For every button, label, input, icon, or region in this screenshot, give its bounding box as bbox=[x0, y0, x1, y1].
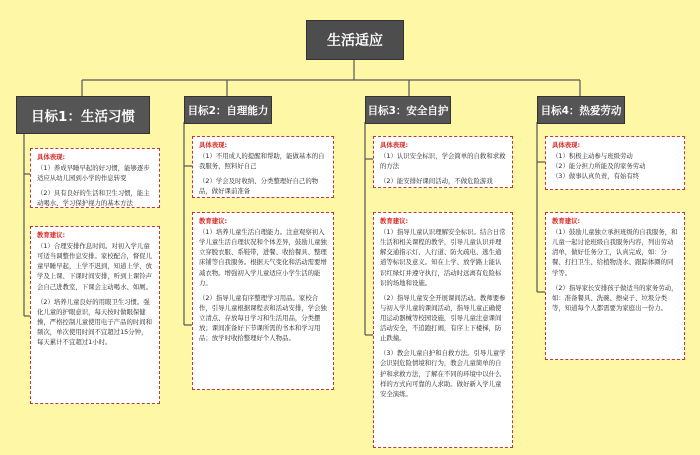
goal3-node: 目标3：安全自护 bbox=[365, 96, 451, 124]
goal2-advice-heading: 教育建议: bbox=[199, 217, 228, 225]
goal3-advice-box bbox=[373, 212, 513, 448]
goal3-advice-heading: 教育建议: bbox=[380, 217, 409, 225]
goal1-performance-box bbox=[30, 148, 160, 208]
goal1-performance-heading: 具体表现: bbox=[37, 153, 66, 161]
goal4-advice-box bbox=[545, 212, 685, 360]
goal1-advice-heading: 教育建议: bbox=[37, 231, 66, 239]
goal2-advice-item-1: （1）培养儿童生活自理能力。注意观察初入学儿童生活自理状况和个体差异，鼓励儿童独立穿脱衣服、系鞋带，进餐、收拾餐具、整理床铺等自我服务。根据天气变化和活动需要增减衣物。增强初入学儿童适应小学生活的能力。 bbox=[199, 228, 327, 287]
goal3-advice-item-2: （2）指导儿童安全开展课间活动。教师要参与初入学儿童的课间活动，指导儿童正确使用运动器械等校园设施，引导儿童注意课间活动安全，不追跑打闹，有序上下楼梯，防止跌撞。 bbox=[380, 293, 506, 343]
goal2-node: 目标2：自理能力 bbox=[184, 96, 272, 124]
goal3-performance-item-1: （1）认识安全标识，学会简单的自救和求救的方法 bbox=[380, 152, 506, 171]
goal4-performance-heading: 具体表现: bbox=[552, 141, 581, 149]
goal3-performance-item-2: （2）能安排好课间活动，不做危险游戏 bbox=[380, 177, 493, 186]
goal2-advice-box bbox=[192, 212, 334, 390]
goal4-node: 目标4：热爱劳动 bbox=[537, 96, 625, 124]
goal4-advice-item-2: （2）指导家长安排孩子做适当的家务劳动，如：准备餐具、洗碗、擦桌子、垃圾分类等，知道每个人都需要为家庭出一份力。 bbox=[552, 283, 678, 312]
goal1-advice-box bbox=[30, 226, 160, 404]
goal4-performance-box bbox=[545, 136, 685, 190]
goal2-advice-item-2: （2）指导儿童有序整理学习用品。家校合作，引导儿童根据课程表和活动安排，学会独立清点、存放每日学习和生活用品，分类摆放；课间准备好下节课所需的书本和学习用品；放学时收拾整理好个人物品。 bbox=[199, 293, 327, 343]
goal2-performance-item-2: （2）学会及时收纳、分类整理好自己的物品，做好课前准备 bbox=[199, 177, 319, 196]
goal4-performance-item-2: （2）能分担力所能及的家务劳动 bbox=[552, 162, 646, 171]
goal1-advice-item-1: （1）合理安排作息时间。对初入学儿童可适当调整作息安排。家校配合，督促儿童早睡早起，上学不迟到，知道上学、放学及上课、下课时间安排，听到上课铃声会自己进教室，下课会主动喝水、如厕。 bbox=[37, 242, 153, 291]
goal3-performance-box bbox=[373, 136, 513, 188]
root-node: 生活适应 bbox=[306, 20, 404, 60]
goal1-performance-item-1: （1）养成早睡早起的好习惯，能够逐步适应从幼儿园到小学的作息转变 bbox=[37, 164, 150, 183]
goal2-performance-item-1: （1）不用成人的提醒和帮助，能做基本的自我服务，照料好自己 bbox=[199, 152, 325, 171]
goal4-advice-item-1: （1）鼓励儿童独立承担班级的自我服务，和儿童一起讨论班级自我服务内容，列出劳动清单，做好任务分工，认真完成，如：分餐、打扫卫生、给植物浇水、跟踪体圈的同学等。 bbox=[552, 228, 678, 277]
goal2-performance-heading: 具体表现: bbox=[199, 141, 228, 149]
goal4-performance-item-3: （3）做事认真负责，有始有终 bbox=[552, 172, 640, 181]
goal2-performance-box bbox=[192, 136, 334, 198]
goal4-performance-item-1: （1）积极主动参与班级劳动 bbox=[552, 152, 633, 161]
goal1-advice-item-2: （2）培养儿童良好的用眼卫生习惯。强化儿童的护眼意识，每天按时做眼保健操，严格控制儿童使用电子产品的时间和频次，单次使用时间不宜超过15分钟，每天累计不宜超过1小时。 bbox=[37, 297, 153, 347]
goal3-advice-item-3: （3）教会儿童自护和自救方法。引导儿童学会识别危险情境和行为，教会儿童简单的自护和求救方法，了解在不同的环境中以什么样的方式向可靠的人求助。做好新入学儿童安全演练。 bbox=[380, 349, 506, 398]
goal4-advice-heading: 教育建议: bbox=[552, 217, 581, 225]
goal3-advice-item-1: （1）指导儿童认识理解安全标识。结合日常生活和相关课程的教学，引导儿童认识并理解交通指示灯、人行道、防火疏电、逃生通道等标识及意义。知在上学、放学路上能认识红绿灯并遵守执行，活动时远离有危险标识的场地和设施。 bbox=[380, 228, 506, 287]
goal3-performance-heading: 具体表现: bbox=[380, 141, 409, 149]
goal1-node: 目标1：生活习惯 bbox=[16, 96, 150, 134]
goal1-performance-item-2: （2）具有良好的生活和卫生习惯，能主动喝水、学习保护视力的基本方法 bbox=[37, 189, 150, 208]
